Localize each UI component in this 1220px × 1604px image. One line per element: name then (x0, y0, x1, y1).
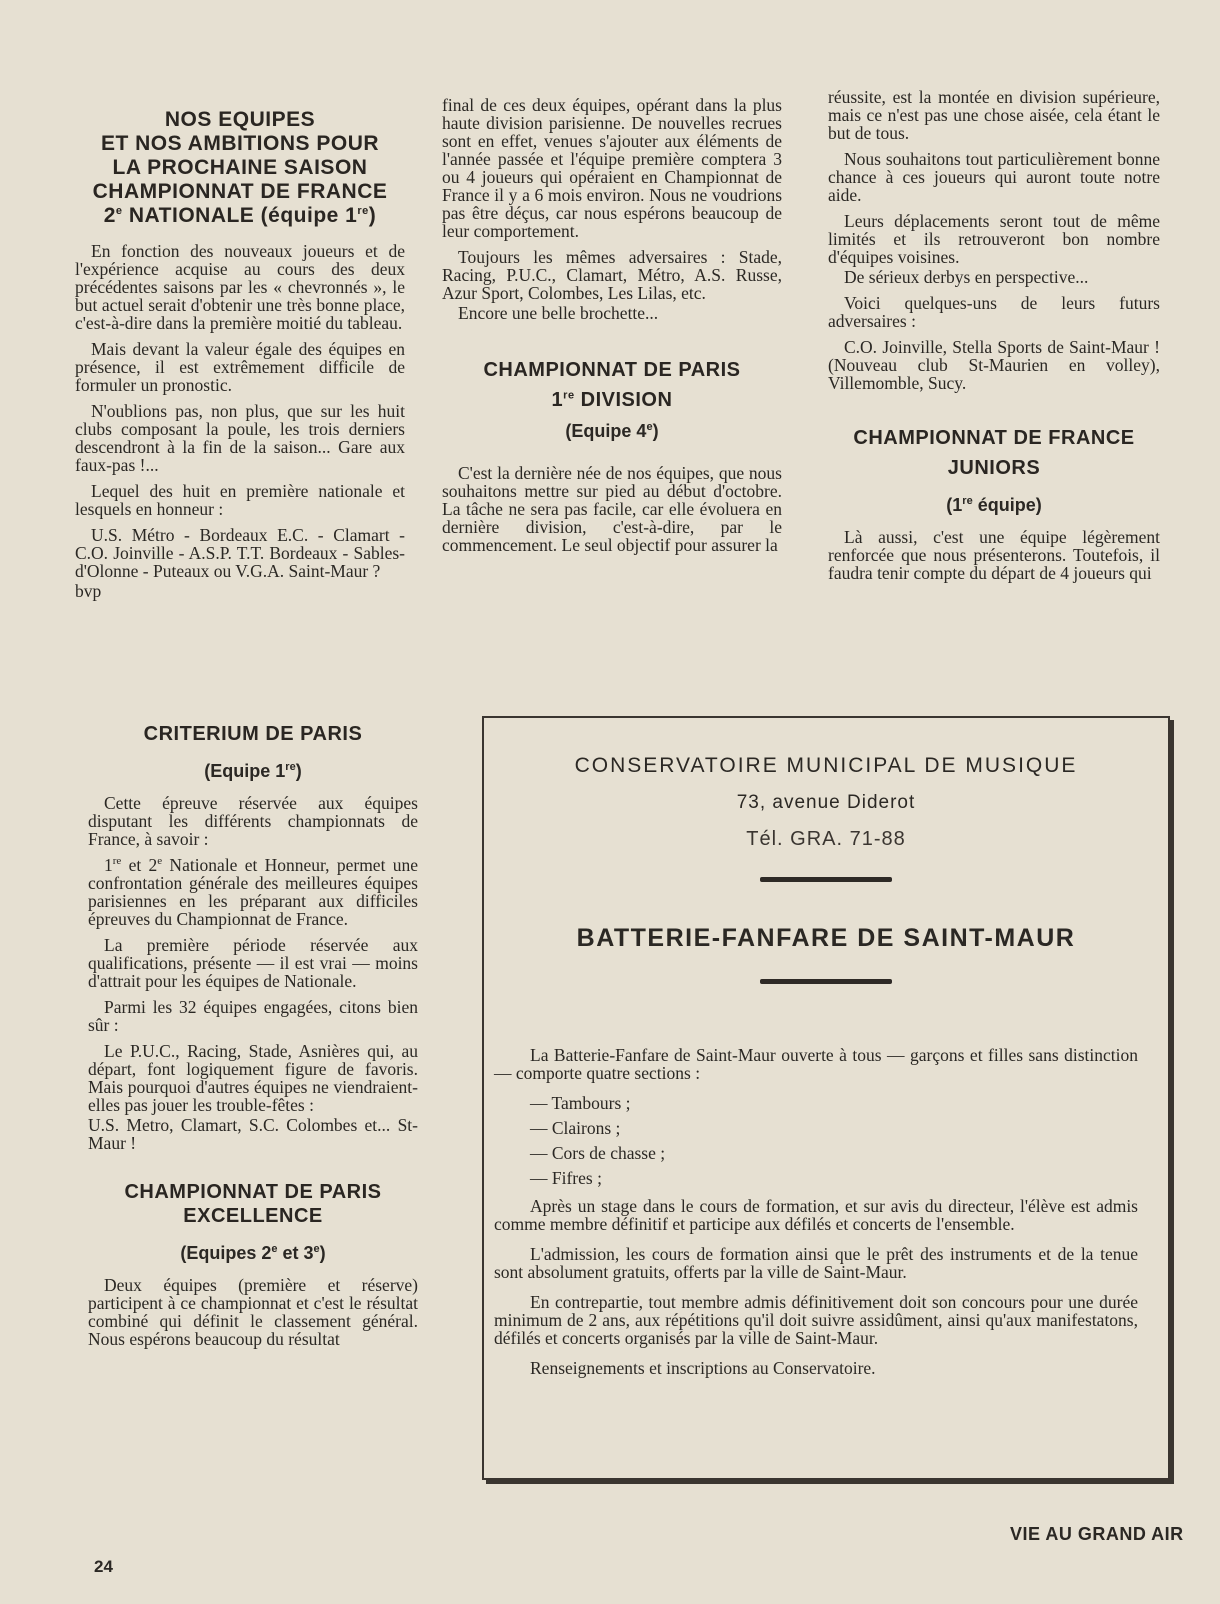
paragraph: C.O. Joinville, Stella Sports de Saint-Maur ! (Nouveau club St-Maurien en volley), Villemomble, Sucy. (828, 337, 1160, 393)
sections-list (494, 1094, 1138, 1187)
paragraph: Le P.U.C., Racing, Stade, Asnières qui, au départ, font logiquement figure de favoris. Mais pourquoi d'autres équipes ne viendraient-elles pas jouer les trouble-fêtes : (88, 1041, 418, 1115)
heading-championnat-paris-excellence: CHAMPIONNAT DE PARIS EXCELLENCE (124, 1181, 382, 1227)
signoff: bvp (75, 581, 102, 601)
divider-rule (760, 979, 892, 984)
subheading-equipe-4: (Equipe 4e) (565, 421, 659, 441)
heading-championnat-france-juniors: CHAMPIONNAT DE FRANCE JUNIORS (853, 427, 1135, 479)
list-item: — Tambours ; (530, 1093, 631, 1113)
paragraph: Cette épreuve réservée aux équipes disputant les différents championnats de France, à savoir : (88, 793, 418, 849)
announcement-body (494, 1046, 1138, 1377)
paragraph: L'admission, les cours de formation ainsi que le prêt des instruments et de la tenue sont absolument gratuits, offerts par la ville de Saint-Maur. (494, 1244, 1138, 1282)
club-list: U.S. Métro - Bordeaux E.C. - Clamart - C.O. Joinville - A.S.P. T.T. Bordeaux - Sables-d'Olonne - Puteaux ou V.G.A. Saint-Maur ? (75, 525, 405, 581)
list-item: — Clairons ; (530, 1118, 621, 1138)
conservatoire-phone: Tél. GRA. 71-88 (746, 828, 906, 850)
paragraph: Toujours les mêmes adversaires : Stade, Racing, P.U.C., Clamart, Métro, A.S. Russe, Azur Sport, Colombes, Les Lilas, etc. (442, 247, 782, 303)
article-heading-ambitions: NOS EQUIPES ET NOS AMBITIONS POUR LA PROCHAINE SAISON CHAMPIONNAT DE FRANCE 2e NATIONALE (équipe 1re) (92, 108, 388, 227)
paragraph: Mais devant la valeur égale des équipes en présence, il est extrêmement difficile de formuler un pronostic. (75, 339, 405, 395)
column-3 (828, 88, 1160, 590)
paragraph: Là aussi, c'est une équipe légèrement renforcée que nous présenterons. Toutefois, il faudra tenir compte du départ de 4 joueurs qui (828, 527, 1160, 583)
magazine-name: VIE AU GRAND AIR (1010, 1524, 1184, 1544)
conservatoire-announcement-box (482, 716, 1170, 1480)
subheading-1re-equipe: (1re équipe) (946, 495, 1042, 515)
batterie-fanfare-heading: BATTERIE-FANFARE DE SAINT-MAUR (576, 924, 1076, 952)
subheading-equipe-1re: (Equipe 1re) (204, 761, 302, 781)
divider-rule (760, 877, 892, 882)
paragraph: En contrepartie, tout membre admis définitivement doit son concours pour une durée minimum de 2 ans, aux répétitions qu'il doit suivre assidûment, ainsi qu'aux manifestatons, défilés et concerts organisés par la ville de Saint-Maur. (494, 1292, 1138, 1348)
paragraph: De sérieux derbys en perspective... (844, 267, 1089, 287)
paragraph: Parmi les 32 équipes engagées, citons bien sûr : (88, 997, 418, 1035)
paragraph: Après un stage dans le cours de formation, et sur avis du directeur, l'élève est admis comme membre définitif et participe aux défilés et concerts de l'ensemble. (494, 1196, 1138, 1234)
conservatoire-title: CONSERVATOIRE MUNICIPAL DE MUSIQUE (574, 754, 1078, 777)
paragraph: Leurs déplacements seront tout de même limités et ils retrouveront bon nombre d'équipes voisines. (828, 211, 1160, 267)
paragraph: N'oublions pas, non plus, que sur les huit clubs composant la poule, les trois derniers descendront à la fin de la saison... Gare aux faux-pas !... (75, 401, 405, 475)
paragraph: U.S. Metro, Clamart, S.C. Colombes et... St-Maur ! (88, 1115, 418, 1153)
paragraph: réussite, est la montée en division supérieure, mais ce n'est pas une chose aisée, cela étant le but de tous. (828, 87, 1160, 143)
column-1 (75, 108, 405, 608)
paragraph: 1re et 2e Nationale et Honneur, permet une confrontation générale des meilleures équipes parisiennes en les préparant aux difficiles épreuves du Championnat de France. (88, 855, 418, 929)
page-number: 24 (94, 1557, 113, 1576)
paragraph: C'est la dernière née de nos équipes, que nous souhaitons mettre sur pied au début d'octobre. La tâche ne sera pas facile, car elle évoluera en dernière division, c'est-à-dire, par le commencement. Le seul objectif pour assurer la (442, 463, 782, 555)
paragraph: Deux équipes (première et réserve) participent à ce championnat et c'est le résultat combiné qui définit le classement général. Nous espérons beaucoup du résultat (88, 1275, 418, 1349)
column-2 (442, 96, 782, 562)
paragraph: Lequel des huit en première nationale et lesquels en honneur : (75, 481, 405, 519)
list-item: — Fifres ; (530, 1168, 602, 1188)
heading-criterium-de-paris: CRITERIUM DE PARIS (143, 723, 363, 745)
paragraph: La Batterie-Fanfare de Saint-Maur ouverte à tous — garçons et filles sans distinction — comporte quatre sections : (494, 1045, 1138, 1083)
paragraph: Renseignements et inscriptions au Conservatoire. (530, 1358, 876, 1378)
conservatoire-address: 73, avenue Diderot (736, 792, 916, 813)
heading-championnat-paris-1re-division: CHAMPIONNAT DE PARIS 1re DIVISION (483, 359, 741, 411)
paragraph: Voici quelques-uns de leurs futurs adversaires : (828, 293, 1160, 331)
paragraph: Encore une belle brochette... (458, 303, 659, 323)
paragraph: Nous souhaitons tout particulièrement bonne chance à ces joueurs qui auront toute notre aide. (828, 149, 1160, 205)
paragraph: final de ces deux équipes, opérant dans la plus haute division parisienne. De nouvelles recrues sont en effet, venues s'ajouter aux éléments de l'année passée et l'équipe première comptera 3 ou 4 joueurs qui opéraient en Championnat de France il y a 6 mois environ. Nous ne voudrions pas être déçus, car nous espérons beaucoup de leur comportement. (442, 95, 782, 241)
subheading-equipes-2e-3e: (Equipes 2e et 3e) (180, 1243, 326, 1263)
paragraph: La première période réservée aux qualifications, présente — il est vrai — moins d'attrait pour les équipes de Nationale. (88, 935, 418, 991)
list-item: — Cors de chasse ; (530, 1143, 666, 1163)
column-4 (88, 722, 418, 1356)
paragraph: En fonction des nouveaux joueurs et de l'expérience acquise au cours des deux précédentes saisons par les « chevronnés », le but actuel serait d'obtenir une très bonne place, c'est-à-dire dans la première moitié du tableau. (75, 241, 405, 333)
